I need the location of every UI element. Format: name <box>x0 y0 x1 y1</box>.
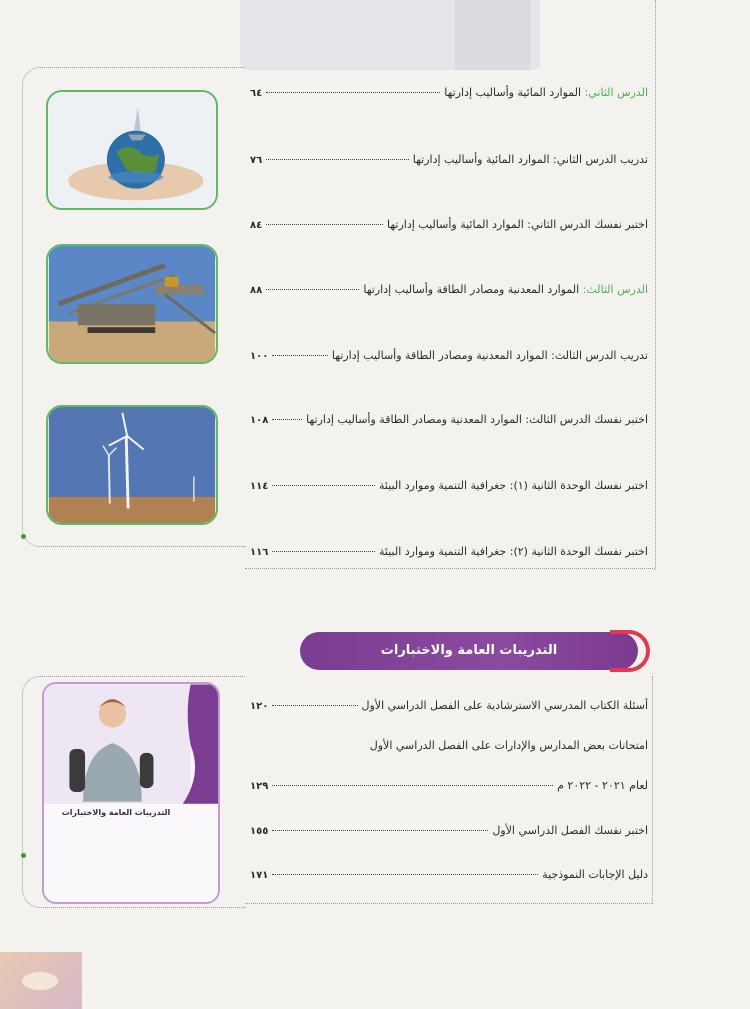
toc-entry[interactable] <box>250 283 648 305</box>
toc-entry[interactable] <box>250 545 648 567</box>
toc-entry-text: الموارد المائية وأساليب إدارتها <box>444 86 585 99</box>
section-banner <box>300 632 650 670</box>
toc-page-number: ١٢٠ <box>250 701 269 712</box>
toc-page-number: ١١٤ <box>250 481 269 492</box>
toc-entry[interactable] <box>250 824 648 846</box>
promo-heading: التدريبات العامة والاختبارات <box>61 808 171 817</box>
toc-entry-text: اختبر نفسك الوحدة الثانية (٢): جغرافية التنمية وموارد البيئة <box>379 545 648 558</box>
toc-page-number: ١٢٩ <box>250 781 269 792</box>
lesson-tag: الدرس الثاني: <box>584 86 648 99</box>
toc-page-number: ٦٤ <box>250 88 263 99</box>
top-image-fragment-dark <box>455 0 530 70</box>
toc-page-number: ١١٦ <box>250 547 269 558</box>
photo-wind-turbines <box>46 405 218 525</box>
section1-frame-bottom <box>245 568 655 569</box>
toc-entry-text: اختبر نفسك الدرس الثاني: الموارد المائية وأساليب إدارتها <box>386 218 648 231</box>
section2-frame-bottom <box>245 903 652 904</box>
toc-entry[interactable] <box>250 479 648 501</box>
frame-dot <box>21 853 26 858</box>
lesson-tag: الدرس الثالث: <box>582 283 648 296</box>
toc-entry-text: تدريب الدرس الثالث: الموارد المعدنية ومصادر الطاقة وأساليب إدارتها <box>331 349 648 362</box>
toc-page-number: ١٥٥ <box>250 826 269 837</box>
toc-entry-text: تدريب الدرس الثاني: الموارد المائية وأساليب إدارتها <box>412 153 648 166</box>
frame-dot <box>21 534 26 539</box>
toc-entry-text: امتحانات بعض المدارس والإدارات على الفصل الدراسي الأول <box>369 739 648 752</box>
toc-page-number: ١٠٠ <box>250 351 269 362</box>
toc-page-number: ٨٤ <box>250 220 263 231</box>
toc-entry-text: دليل الإجابات النموذجية <box>542 868 648 881</box>
toc-entry-text: الموارد المعدنية ومصادر الطاقة وأساليب إدارتها <box>363 283 583 296</box>
toc-entry-text: اختبر نفسك الوحدة الثانية (١): جغرافية التنمية وموارد البيئة <box>379 479 648 492</box>
photo-mining-machine <box>46 244 218 364</box>
toc-entry[interactable] <box>250 868 648 890</box>
corner-decoration <box>0 952 82 1009</box>
banner-title: التدريبات العامة والاختبارات <box>380 643 558 658</box>
toc-entry[interactable] <box>250 349 648 371</box>
toc-entry[interactable] <box>250 413 648 435</box>
toc-entry-text: أسئلة الكتاب المدرسي الاسترشادية على الفصل الدراسي الأول <box>361 699 648 712</box>
toc-entry[interactable] <box>250 86 648 108</box>
toc-page-number: ٨٨ <box>250 285 263 296</box>
toc-entry-text: اختبر نفسك الفصل الدراسي الأول <box>492 824 648 837</box>
toc-entry-text: اختبر نفسك الدرس الثالث: الموارد المعدنية ومصادر الطاقة وأساليب إدارتها <box>306 413 648 426</box>
toc-entry[interactable] <box>250 699 648 721</box>
toc-entry[interactable] <box>250 779 648 801</box>
toc-page-number: ٧٦ <box>250 155 263 166</box>
toc-entry[interactable] <box>250 153 648 175</box>
toc-page-number: ١٧١ <box>250 870 269 881</box>
photo-water-globe <box>46 90 218 210</box>
toc-entry <box>250 739 648 761</box>
promo-card <box>42 682 220 904</box>
toc-page-number: ١٠٨ <box>250 415 269 426</box>
toc-entry[interactable] <box>250 218 648 240</box>
section1-frame-right <box>655 0 656 570</box>
toc-entry-text: لعام ٢٠٢١ - ٢٠٢٢ م <box>557 779 648 792</box>
section2-frame-right <box>652 676 653 904</box>
